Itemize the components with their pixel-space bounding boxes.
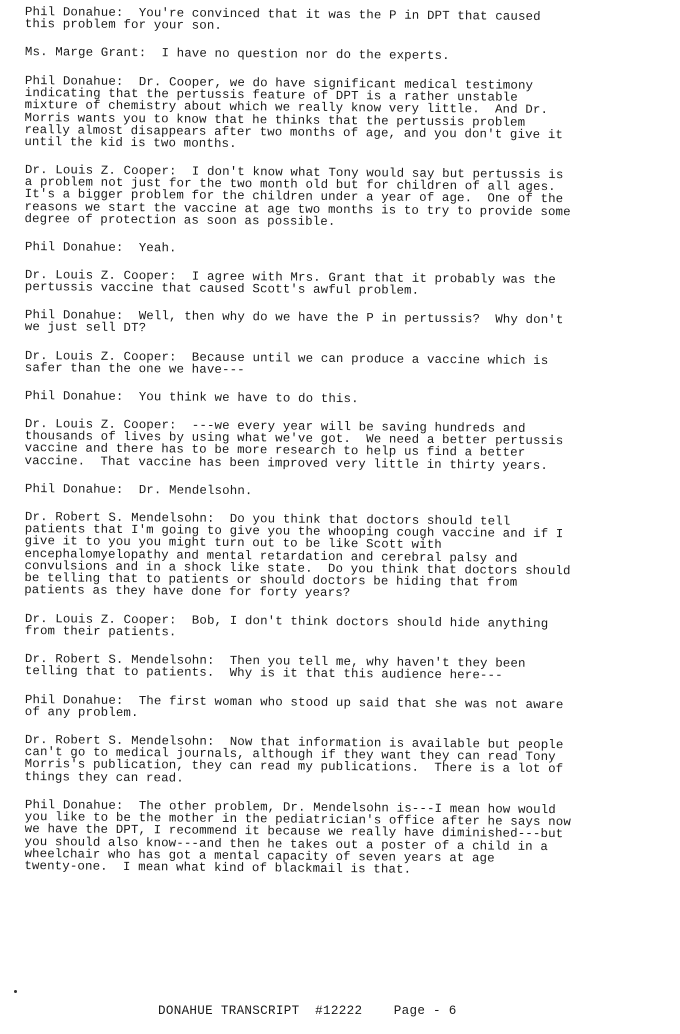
speech-text: The other problem, Dr. Mendelsohn is---I mean how would you like to be the mother in the pediatrician's office after he says now we have the DPT, I recommend it because we really have diminished---but you should also know---and then he takes out a poster of a child in a wheelchair who has got a mental capacity of seven years at age twenty-one. I mean what kind of blackmail is that. [24,798,572,877]
transcript-paragraph [25,350,670,381]
speaker-name: Dr. Louis Z. Cooper: [24,611,177,628]
speaker-name: Phil Donahue: [24,308,124,324]
transcript-paragraph [25,6,670,37]
transcript-body [25,6,670,888]
transcript-paragraph [25,613,670,644]
page-footer [158,1004,457,1018]
transcript-paragraph [25,46,670,64]
speaker-name: Phil Donahue: [24,73,124,89]
footer-label: DONAHUE TRANSCRIPT [158,1004,300,1018]
speech-text: Do you think that doctors should tell patients that I'm going to give you the whooping cough vaccine and if I give it to you you might turn out to be like Scott with encephalomyelopathy and mental retardation and cerebral palsy and convulsions and in a shock like state. Do you think that doctors should be telling that to patients or should doctors be hiding that from patients as they have done for forty years? [24,512,571,601]
speech-text: Well, then why do we have the P in pertussis? Why don't we just sell DT? [24,309,564,336]
transcript-paragraph [25,241,670,259]
transcript-paragraph [24,511,670,603]
speech-text: I don't know what Tony would say but pertussis is a problem not just for the two month old but for children of all ages. It's a bigger problem for the children under a year of age. One of the reasons we start the vaccine at age two months is to try to provide some degree of protection as soon as possible. [24,164,571,229]
transcript-paragraph [25,418,670,473]
transcript-paragraph [24,799,670,878]
speech-text: Now that information is available but people can't go to medical journals, although if they want they can read Tony Morris's publication, they can read my publications. There is a lot of things they can read. [24,734,564,786]
transcript-paragraph [25,694,670,725]
speaker-name: Dr. Louis Z. Cooper: [24,417,177,433]
transcript-paragraph [25,269,670,300]
speech-text: Dr. Cooper, we do have significant medical testimony indicating that the pertussis feature of DPT is a rather unstable mixture of chemistry about which we really know very little. And Dr. Morris wants you to know that he thinks that the pertussis problem really almost disappears after two months of age, and you don't give it until the kid is two months. [24,74,564,151]
speech-text: I have no question nor do the experts. [146,46,450,64]
speech-text: ---we every year will be saving hundreds and thousands of lives by using what we've got. We need a better pertussis vaccine and there has to be more research to help us find a better vaccine. That vaccine has been improved very little in thirty years. [24,418,564,474]
speaker-name: Phil Donahue: [24,389,124,405]
transcript-paragraph [25,653,670,684]
speaker-name: Dr. Louis Z. Cooper: [24,348,177,365]
transcript-paragraph [24,75,670,154]
speech-text: Yeah. [123,240,177,256]
speaker-name: Dr. Louis Z. Cooper: [24,268,177,284]
transcript-paragraph [25,390,670,408]
speaker-name: Phil Donahue: [24,692,124,708]
stray-ink-mark [14,990,17,993]
speaker-name: Phil Donahue: [24,5,124,20]
transcript-paragraph [25,734,670,789]
transcript-paragraph [25,483,670,501]
speech-text: The first woman who stood up said that she was not aware of any problem. [24,693,564,721]
speech-text: Then you tell me, why haven't they been telling that to patients. Why is it that this audience here--- [24,654,526,684]
speaker-name: Dr. Louis Z. Cooper: [24,162,177,179]
speaker-name: Dr. Robert S. Mendelsohn: [24,510,215,527]
footer-transcript-number: #12222 [315,1004,363,1018]
speech-text: Dr. Mendelsohn. [123,483,253,499]
speaker-name: Ms. Marge Grant: [24,45,147,61]
transcript-paragraph [24,164,670,231]
speaker-name: Dr. Robert S. Mendelsohn: [24,733,215,749]
speech-text: Bob, I don't think doctors should hide anything from their patients. [24,613,549,640]
speech-text: I agree with Mrs. Grant that it probably was the pertussis vaccine that caused Scott's awful problem. [24,269,556,299]
speaker-name: Phil Donahue: [24,482,124,498]
speech-text: Because until we can produce a vaccine which is safer than the one we have--- [24,350,549,378]
transcript-paragraph [25,309,670,340]
speaker-name: Phil Donahue: [24,797,124,813]
speech-text: You're convinced that it was the P in DPT that caused this problem for your son. [24,5,541,34]
footer-page-number: Page - 6 [393,1004,457,1018]
speaker-name: Dr. Robert S. Mendelsohn: [24,652,215,669]
speech-text: You think we have to do this. [123,390,359,407]
speaker-name: Phil Donahue: [24,239,124,255]
